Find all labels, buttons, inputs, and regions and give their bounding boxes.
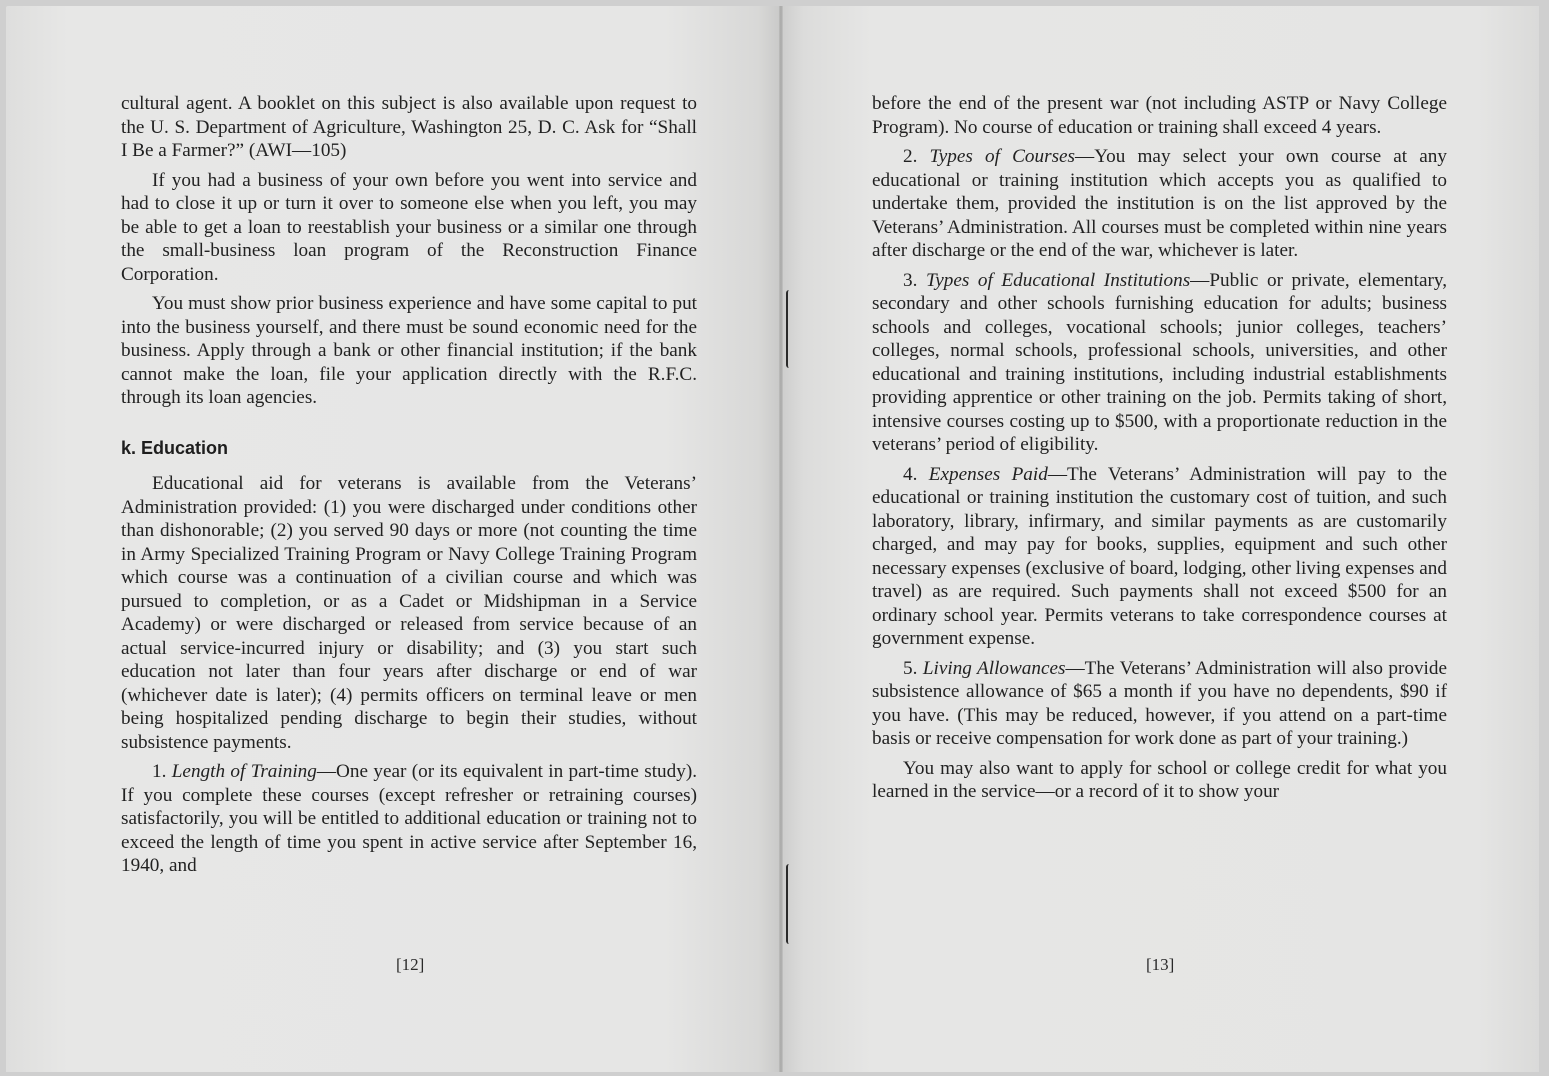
- page-number-right: [13]: [1146, 955, 1175, 974]
- paragraph: before the end of the present war (not including ASTP or Navy College Program). No course of education or training shall exceed 4 years.: [872, 93, 1447, 138]
- paragraph: cultural agent. A booklet on this subject is also available upon request to the U. S. Department of Agriculture, Washington 25, D. C. Ask for “Shall I Be a Farmer?” (AWI—105): [121, 93, 697, 161]
- item-number: 3.: [903, 269, 918, 291]
- numbered-item: [121, 760, 697, 878]
- item-body: —The Veterans’ Administration will also provide subsistence allowance of $65 a month if you have no dependents, $90 if you have. (This may be reduced, however, if you attend on a part-time basis or receive compensation for work done as part of your training.): [872, 657, 1447, 749]
- section-heading: k. Education: [121, 437, 229, 458]
- item-number: 5.: [903, 657, 918, 679]
- item-title: Living Allowances: [922, 657, 1066, 679]
- paragraph: If you had a business of your own before you went into service and had to close it up or turn it over to someone else when you left, you may be able to get a loan to reestablish your business or a similar one through the small-business loan program of the Reconstruction Finance Corporation.: [121, 169, 697, 285]
- binding-stitch-lower: [786, 864, 794, 944]
- binding-gutter: [779, 6, 783, 1072]
- item-body: —You may select your own course at any educational or training institution which accepts you as qualified to undertake them, provided the institution is on the list approved by the Veterans’ Administration. All courses must be completed within nine years after discharge or the end of the war, whichever is later.: [872, 146, 1447, 261]
- paragraph: Educational aid for veterans is available from the Veterans’ Administration provided: (1) you were discharged under conditions other than dishonorable; (2) you served 90 days or more (not counting the time in Army Specialized Training Program or Navy College Training Program which course was a continuation of a civilian course and which was pursued to completion, or as a Cadet or Midshipman in a Service Academy) or were discharged or released from service because of an actual service-incurred injury or disability; and (3) you start such education not later than four years after discharge or end of war (whichever date is later); (4) permits officers on terminal leave or men being hospitalized pending discharge to begin their studies, without subsistence payments.: [121, 473, 697, 753]
- numbered-item: [872, 657, 1447, 751]
- item-title: Types of Educational Institutions: [925, 269, 1191, 291]
- item-number: 1.: [152, 761, 167, 782]
- item-body: —The Veterans’ Administration will pay to the educational or training institution the customary cost of tuition, and such laboratory, library, infirmary, and similar payments as are customarily charged, and may pay for books, supplies, equipment and such other necessary expenses (exclusive of board, lodging, other living expenses and travel) as are required. Such payments shall not exceed $500 for an ordinary school year. Permits veterans to take correspondence courses at government expense.: [872, 463, 1447, 649]
- item-body: —Public or private, elementary, secondary and other schools furnishing education for adults; business schools and colleges, vocational schools; junior colleges, teachers’ colleges, normal schools, professional schools, universities, and other educational and training institutions, including industrial establishments providing apprentice or other training on the job. Permits taking of short, intensive courses costing up to $500, with a proportionate reduction in the veterans’ period of eligibility.: [872, 269, 1447, 455]
- item-title: Expenses Paid: [928, 463, 1048, 485]
- left-page-text: [121, 92, 697, 884]
- numbered-item: [872, 145, 1447, 263]
- right-page-text: [872, 92, 1447, 810]
- item-title: Types of Courses: [929, 146, 1076, 167]
- item-number: 2.: [903, 146, 918, 167]
- paragraph: You may also want to apply for school or college credit for what you learned in the service—or a record of it to show your: [872, 757, 1447, 802]
- item-number: 4.: [903, 463, 918, 485]
- item-title: Length of Training: [171, 761, 317, 782]
- numbered-item: [872, 269, 1447, 457]
- numbered-item: [872, 463, 1447, 651]
- item-body: —One year (or its equivalent in part-time study). If you complete these courses (except refresher or retraining courses) satisfactorily, you will be entitled to additional education or training not to exceed the length of time you spent in active service after September 16, 1940, and: [121, 761, 698, 876]
- page-number-left: [12]: [396, 955, 425, 974]
- binding-stitch-upper: [786, 290, 794, 368]
- paragraph: You must show prior business experience and have some capital to put into the business yourself, and there must be sound economic need for the business. Apply through a bank or other financial institution; if the bank cannot make the loan, file your application directly with the R.F.C. through its loan agencies.: [121, 293, 697, 408]
